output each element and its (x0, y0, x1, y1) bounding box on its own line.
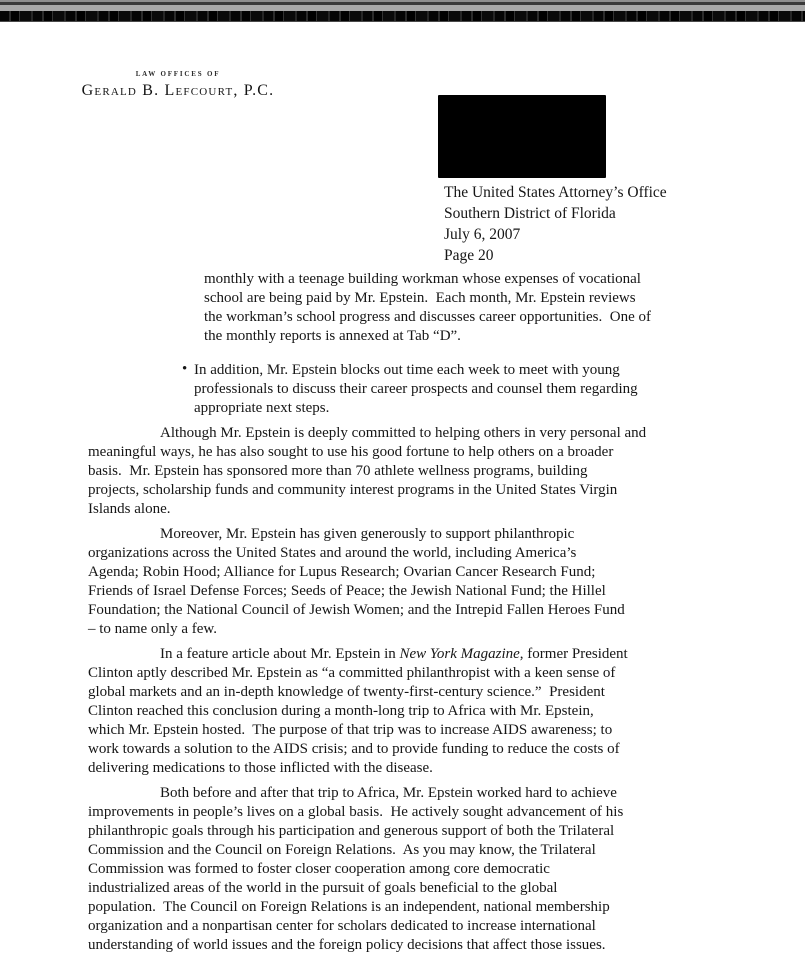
body-line: – to name only a few. (88, 621, 217, 637)
body-line: which Mr. Epstein hosted. The purpose of that trip was to increase AIDS awareness; to (88, 722, 613, 738)
body-line: global markets and an in-depth knowledge of twenty-first-century science.” President (88, 684, 605, 700)
body-line: Islands alone. (88, 501, 171, 517)
body-line: Although Mr. Epstein is deeply committed to helping others in very personal and (160, 425, 647, 441)
body-line: understanding of world issues and the foreign policy decisions that affect those issues. (88, 937, 606, 953)
paragraph (88, 784, 736, 955)
recipient-line-district: Southern District of Florida (444, 205, 616, 222)
paragraph (88, 270, 736, 346)
letter-date: July 6, 2007 (444, 226, 521, 243)
body-line: Both before and after that trip to Africa, Mr. Epstein worked hard to achieve (160, 785, 617, 801)
recipient-line-office: The United States Attorney’s Office (444, 184, 667, 201)
body-line: Moreover, Mr. Epstein has given generously to support philanthropic (160, 526, 575, 542)
body-line: Clinton aptly described Mr. Epstein as “a committed philanthropist with a keen sense of (88, 665, 616, 681)
body-line: appropriate next steps. (194, 400, 330, 416)
letter-body (88, 270, 736, 955)
body-line: Commission and the Council on Foreign Relations. As you may know, the Trilateral (88, 842, 596, 858)
paragraph (88, 645, 736, 778)
body-line: monthly with a teenage building workman whose expenses of vocational (204, 271, 641, 287)
body-line (88, 645, 736, 664)
body-line: In addition, Mr. Epstein blocks out time each week to meet with young (194, 362, 620, 378)
body-line: basis. Mr. Epstein has sponsored more than 70 athlete wellness programs, building (88, 463, 588, 479)
body-line: projects, scholarship funds and community interest programs in the United States Virgin (88, 482, 618, 498)
body-line: delivering medications to those inflicted with the disease. (88, 760, 433, 776)
scan-artifact-band-black (0, 11, 805, 22)
body-line: Clinton reached this conclusion during a month-long trip to Africa with Mr. Epstein, (88, 703, 594, 719)
bullet-item (88, 361, 736, 418)
body-line: professionals to discuss their career prospects and counsel them regarding (194, 381, 638, 397)
body-line: work towards a solution to the AIDS crisis; and to provide funding to reduce the costs of (88, 741, 620, 757)
letterhead-law-offices-of: LAW OFFICES OF (135, 70, 221, 78)
paragraph (88, 525, 736, 639)
body-line: Commission was formed to foster closer cooperation among core democratic (88, 861, 550, 877)
letterhead (80, 70, 276, 100)
letterhead-firm-name: Gerald B. Lefcourt, P.C. (81, 82, 275, 99)
body-line: organizations across the United States and around the world, including America’s (88, 545, 577, 561)
body-line: Friends of Israel Defense Forces; Seeds of Peace; the Jewish National Fund; the Hillel (88, 583, 606, 599)
body-line: Agenda; Robin Hood; Alliance for Lupus Research; Ovarian Cancer Research Fund; (88, 564, 596, 580)
page-number: Page 20 (444, 247, 494, 264)
recipient-block (444, 182, 667, 266)
body-line: philanthropic goals through his participation and generous support of both the Trilateral (88, 823, 615, 839)
body-line: the monthly reports is annexed at Tab “D”. (204, 328, 461, 344)
body-line: industrialized areas of the world in the pursuit of goals beneficial to the global (88, 880, 558, 896)
redaction-box (438, 95, 606, 178)
body-line: improvements in people’s lives on a global basis. He actively sought advancement of his (88, 804, 624, 820)
body-line: school are being paid by Mr. Epstein. Each month, Mr. Epstein reviews (204, 290, 636, 306)
text-segment: In a feature article about Mr. Epstein in (160, 646, 400, 662)
body-line: the workman’s school progress and discusses career opportunities. One of (204, 309, 651, 325)
paragraph (88, 424, 736, 519)
body-line: organization and a nonpartisan center for scholars dedicated to increase international (88, 918, 596, 934)
italic-publication-name: New York Magazine (399, 646, 520, 662)
body-line: population. The Council on Foreign Relations is an independent, national membership (88, 899, 610, 915)
body-line: meaningful ways, he has also sought to use his good fortune to help others on a broader (88, 444, 614, 460)
text-segment: , former President (519, 646, 628, 662)
body-line: Foundation; the National Council of Jewish Women; and the Intrepid Fallen Heroes Fund (88, 602, 625, 618)
bullet-icon: • (182, 361, 188, 377)
